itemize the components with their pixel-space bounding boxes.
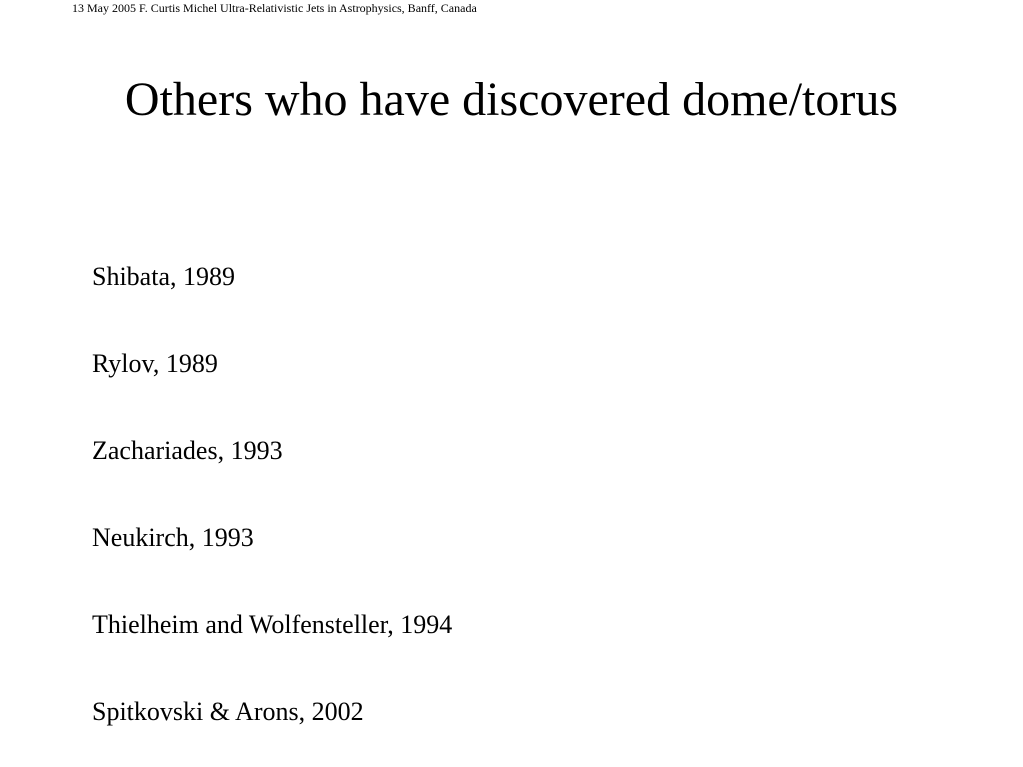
reference-item: Thielheim and Wolfensteller, 1994 [92,610,453,639]
reference-item: Spitkovski & Arons, 2002 [92,697,364,726]
slide-header: 13 May 2005 F. Curtis Michel Ultra-Relativistic Jets in Astrophysics, Banff, Canada [72,1,477,15]
slide-title: Others who have discovered dome/torus [124,73,899,126]
reference-item: Neukirch, 1993 [92,523,254,552]
reference-item: Shibata, 1989 [92,262,235,291]
reference-item: Rylov, 1989 [92,349,218,378]
reference-list [92,259,452,730]
reference-item: Zachariades, 1993 [92,436,283,465]
